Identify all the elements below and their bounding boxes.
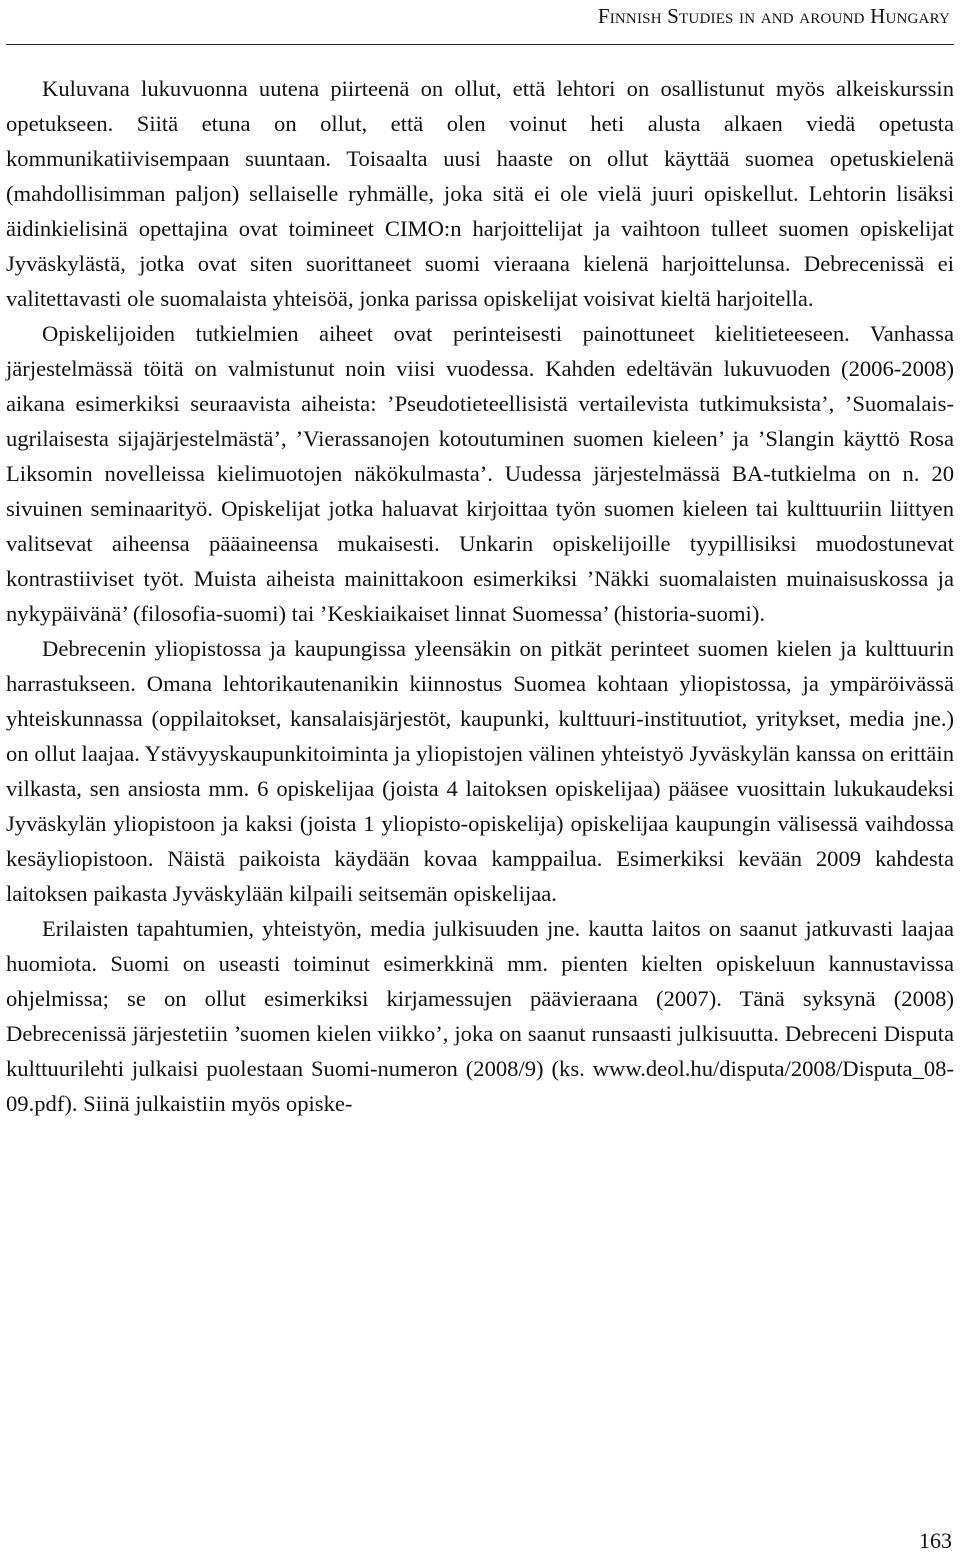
header-rule <box>6 44 954 45</box>
body-text <box>6 71 954 1121</box>
paragraph: Debrecenin yliopistossa ja kaupungissa yleensäkin on pitkät perinteet suomen kielen ja kulttuurin harrastukseen. Omana lehtorikautenanikin kiinnostus Suomea kohtaan yliopistossa, ja ympäröivässä yhteiskunnassa (oppilaitokset, kansalaisjärjestöt, kaupunki, kulttuuri-instituutiot, yritykset, media jne.) on ollut laajaa. Ystävyyskaupunkitoiminta ja yliopistojen välinen yhteistyö Jyväskylän kanssa on erittäin vilkasta, sen ansiosta mm. 6 opiskelijaa (joista 4 laitoksen opiskelijaa) pääsee vuosittain lukukaudeksi Jyväskylän yliopistoon ja kaksi (joista 1 yliopisto-opiskelija) opiskelijaa kaupungin välisessä vaihdossa kesäyliopistoon. Näistä paikoista käydään kovaa kamppailua. Esimerkiksi kevään 2009 kahdesta laitoksen paikasta Jyväskylään kilpaili seitsemän opiskelijaa. <box>6 636 954 906</box>
page-number: 163 <box>919 1528 952 1553</box>
running-head: Finnish Studies in and around Hungary <box>597 4 950 28</box>
paragraph: Erilaisten tapahtumien, yhteistyön, media julkisuuden jne. kautta laitos on saanut jatkuvasti laajaa huomiota. Suomi on useasti toiminut esimerkkinä mm. pienten kielten opiskeluun kannustavissa ohjelmissa; se on ollut esimerkiksi kirjamessujen päävieraana (2007). Tänä syksynä (2008) Debrecenissä järjestetiin ’suomen kielen viikko’, joka on saanut runsaasti julkisuutta. Debreceni Disputa kulttuurilehti julkaisi puolestaan Suomi-numeron (2008/9) (ks. www.deol.hu/disputa/2008/Disputa_08-09.pdf). Siinä julkaistiin myös opiske- <box>6 916 954 1116</box>
page-header <box>0 0 960 48</box>
paragraph: Opiskelijoiden tutkielmien aiheet ovat perinteisesti painottuneet kielitieteeseen. Vanhassa järjestelmässä töitä on valmistunut noin viisi vuodessa. Kahden edeltävän lukuvuoden (2006-2008) aikana esimerkiksi seuraavista aiheista: ’Pseudotieteellisistä vertailevista tutkimuksista’, ’Suomalais-ugrilaisesta sijajärjestelmästä’, ’Vierassanojen kotoutuminen suomen kieleen’ ja ’Slangin käyttö Rosa Liksomin novelleissa kielimuotojen näkökulmasta’. Uudessa järjestelmässä BA-tutkielma on n. 20 sivuinen seminaarityö. Opiskelijat jotka haluavat kirjoittaa työn suomen kieleen tai kulttuuriin liittyen valitsevat aiheensa pääaineensa mukaisesti. Unkarin opiskelijoille tyypillisiksi muodostunevat kontrastiiviset työt. Muista aiheista mainittakoon esimerkiksi ’Näkki suomalaisten muinaisuskossa ja nykypäivänä’ (filosofia-suomi) tai ’Keskiaikaiset linnat Suomessa’ (historia-suomi). <box>6 321 954 626</box>
paragraph: Kuluvana lukuvuonna uutena piirteenä on ollut, että lehtori on osallistunut myös alkeiskurssin opetukseen. Siitä etuna on ollut, että olen voinut heti alusta alkaen viedä opetusta kommunikatiivisempaan suuntaan. Toisaalta uusi haaste on ollut käyttää suomea opetuskielenä (mahdollisimman paljon) sellaiselle ryhmälle, joka sitä ei ole vielä juuri opiskellut. Lehtorin lisäksi äidinkielisinä opettajina ovat toimineet CIMO:n harjoittelijat ja vaihtoon tulleet suomen opiskelijat Jyväskylästä, jotka ovat siten suorittaneet suomi vieraana kielenä harjoittelunsa. Debrecenissä ei valitettavasti ole suomalaista yhteisöä, jonka parissa opiskelijat voisivat kieltä harjoitella. <box>6 76 954 311</box>
